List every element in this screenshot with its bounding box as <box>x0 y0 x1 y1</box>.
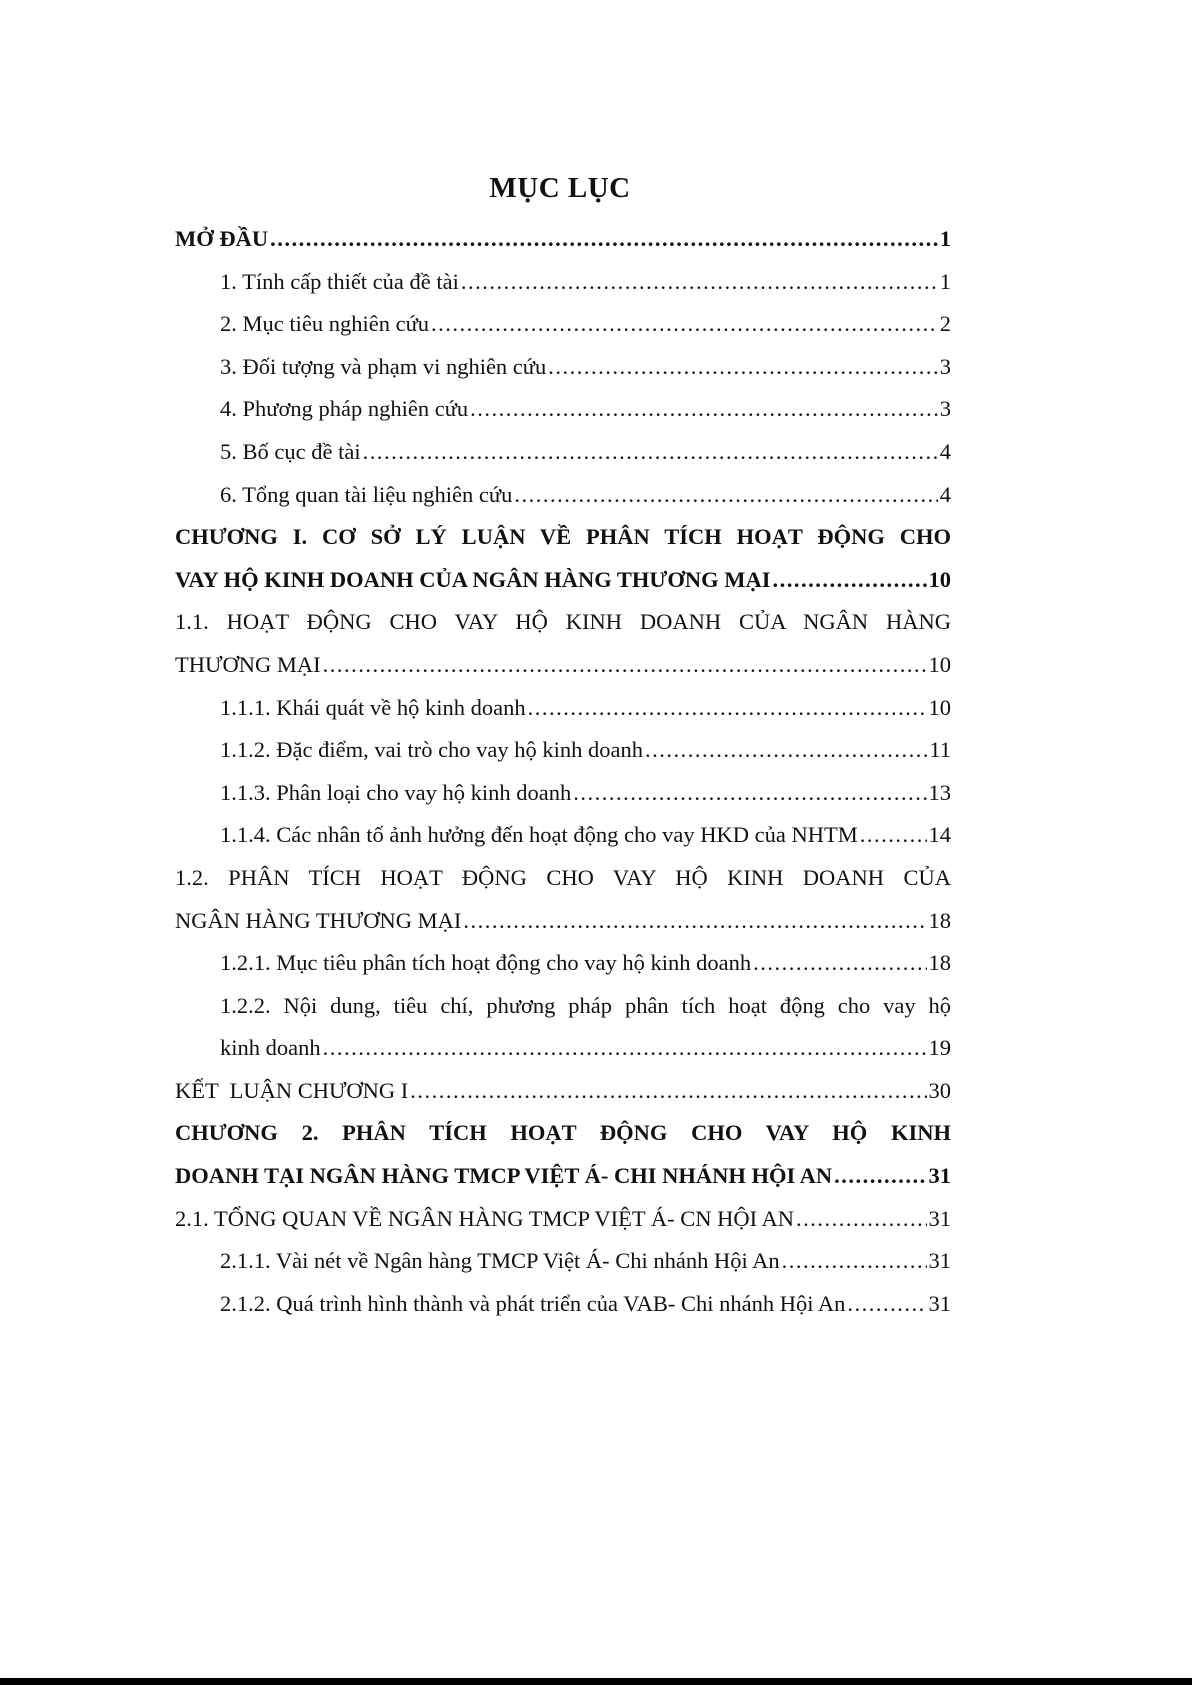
toc-entry-2-1[interactable] <box>175 1198 951 1241</box>
toc-entry-mo-dau[interactable] <box>175 218 951 261</box>
toc-entry-chapter-2[interactable] <box>175 1155 951 1198</box>
toc-entry-ket-luan-1[interactable] <box>175 1070 951 1113</box>
toc-entry-text: 2.1.1. Vài nét về Ngân hàng TMCP Việt Á- Chi nhánh Hội An <box>220 1248 780 1274</box>
toc-leader-dots <box>834 1155 926 1198</box>
toc-entry-text: 1.1.2. Đặc điểm, vai trò cho vay hộ kinh doanh <box>220 737 644 763</box>
toc-page-number: 31 <box>928 1248 951 1274</box>
toc-entry-text: MỞ ĐẦU <box>175 226 269 251</box>
toc-entry-text: 2.1.2. Quá trình hình thành và phát triển của VAB- Chi nhánh Hội An <box>220 1290 846 1316</box>
toc-leader-dots <box>323 1027 927 1070</box>
toc-leader-dots <box>772 559 926 602</box>
toc-page-number: 10 <box>928 694 951 720</box>
toc-entry-text: KẾT LUẬN CHƯƠNG I <box>175 1077 409 1103</box>
toc-entry-md-2[interactable] <box>175 303 951 346</box>
toc-entry-1-1[interactable] <box>175 644 951 687</box>
toc-page-number: 19 <box>928 1035 951 1061</box>
toc-page-number: 10 <box>928 566 951 592</box>
toc-page-number: 4 <box>939 438 951 464</box>
toc-page-number: 10 <box>928 651 951 677</box>
toc-entry-text: 2.1. TỔNG QUAN VỀ NGÂN HÀNG TMCP VIỆT Á- CN HỘI AN <box>175 1205 794 1231</box>
toc-leader-dots <box>514 474 937 517</box>
table-of-contents <box>175 218 951 1325</box>
toc-entry-text: 1. Tính cấp thiết của đề tài <box>220 268 459 294</box>
toc-entry-1-1-3[interactable] <box>175 772 951 815</box>
toc-entry-2-1-1[interactable] <box>175 1240 951 1283</box>
toc-entry-1-2-2-line-1[interactable]: 1.2.2. Nội dung, tiêu chí, phương pháp phân tích hoạt động cho vay hộ <box>220 992 951 1018</box>
toc-entry-text: 5. Bố cục đề tài <box>220 438 361 464</box>
page-title: MỤC LỤC <box>489 172 631 204</box>
toc-entry-1-2[interactable] <box>175 900 951 943</box>
toc-entry-1-1-4[interactable] <box>175 814 951 857</box>
toc-entry-text: 4. Phương pháp nghiên cứu <box>220 396 469 422</box>
toc-entry-1-1-line-1[interactable]: 1.1. HOẠT ĐỘNG CHO VAY HỘ KINH DOANH CỦA NGÂN HÀNG <box>175 609 951 635</box>
toc-entry-chapter-2-line-1[interactable]: CHƯƠNG 2. PHÂN TÍCH HOẠT ĐỘNG CHO VAY HỘ KINH <box>175 1120 951 1146</box>
toc-leader-dots <box>431 303 938 346</box>
toc-entry-text: kinh doanh <box>220 1035 321 1061</box>
toc-entry-text: DOANH TẠI NGÂN HÀNG TMCP VIỆT Á- CHI NHÁNH HỘI AN <box>175 1163 833 1189</box>
toc-leader-dots <box>753 942 926 985</box>
toc-entry-text: 2. Mục tiêu nghiên cứu <box>220 311 430 337</box>
toc-leader-dots <box>573 772 926 815</box>
toc-leader-dots <box>645 729 927 772</box>
toc-leader-dots <box>463 900 926 943</box>
toc-entry-text: 1.1.1. Khái quát về hộ kinh doanh <box>220 694 526 720</box>
toc-entry-text: THƯƠNG MẠI <box>175 651 321 677</box>
toc-leader-dots <box>847 1283 926 1326</box>
toc-page-number: 31 <box>928 1205 951 1231</box>
toc-entry-text: 3. Đối tượng và phạm vi nghiên cứu <box>220 353 547 379</box>
toc-entry-text: 1.1.3. Phân loại cho vay hộ kinh doanh <box>220 779 572 805</box>
toc-entry-2-1-2[interactable] <box>175 1283 951 1326</box>
toc-entry-text: NGÂN HÀNG THƯƠNG MẠI <box>175 907 462 933</box>
toc-page-number: 1 <box>939 268 951 294</box>
toc-leader-dots <box>363 431 938 474</box>
toc-page-number: 2 <box>939 311 951 337</box>
toc-entry-1-2-line-1[interactable]: 1.2. PHÂN TÍCH HOẠT ĐỘNG CHO VAY HỘ KINH DOANH CỦA <box>175 864 951 890</box>
toc-entry-md-4[interactable] <box>175 388 951 431</box>
toc-page-number: 18 <box>928 907 951 933</box>
toc-entry-chapter-1[interactable] <box>175 559 951 602</box>
toc-leader-dots <box>548 346 938 389</box>
toc-page-number: 1 <box>939 226 951 251</box>
toc-leader-dots <box>410 1070 926 1113</box>
toc-entry-chapter-1-line-1[interactable]: CHƯƠNG I. CƠ SỞ LÝ LUẬN VỀ PHÂN TÍCH HOẠT ĐỘNG CHO <box>175 524 951 550</box>
toc-entry-md-6[interactable] <box>175 474 951 517</box>
toc-entry-md-5[interactable] <box>175 431 951 474</box>
toc-leader-dots <box>860 814 927 857</box>
toc-entry-1-2-1[interactable] <box>175 942 951 985</box>
toc-leader-dots <box>782 1240 927 1283</box>
toc-page-number: 13 <box>928 779 951 805</box>
toc-leader-dots <box>323 644 927 687</box>
bottom-border <box>0 1678 1192 1685</box>
toc-page-number: 11 <box>929 737 951 763</box>
toc-page-number: 31 <box>928 1163 951 1189</box>
toc-entry-md-3[interactable] <box>175 346 951 389</box>
toc-page-number: 18 <box>928 950 951 976</box>
toc-entry-text: 6. Tổng quan tài liệu nghiên cứu <box>220 481 513 507</box>
toc-leader-dots <box>461 261 938 304</box>
toc-page-number: 4 <box>939 481 951 507</box>
toc-leader-dots <box>270 218 938 261</box>
toc-entry-text: 1.2.1. Mục tiêu phân tích hoạt động cho vay hộ kinh doanh <box>220 950 752 976</box>
toc-leader-dots <box>528 687 927 730</box>
toc-entry-text: VAY HỘ KINH DOANH CỦA NGÂN HÀNG THƯƠNG MẠI <box>175 566 771 592</box>
toc-page-number: 31 <box>928 1290 951 1316</box>
toc-page-number: 3 <box>939 353 951 379</box>
toc-page-number: 3 <box>939 396 951 422</box>
toc-leader-dots <box>470 388 938 431</box>
toc-entry-1-1-1[interactable] <box>175 687 951 730</box>
toc-entry-md-1[interactable] <box>175 261 951 304</box>
toc-page-number: 30 <box>928 1077 951 1103</box>
toc-entry-1-2-2[interactable] <box>175 1027 951 1070</box>
toc-entry-1-1-2[interactable] <box>175 729 951 772</box>
toc-leader-dots <box>796 1198 927 1241</box>
toc-entry-text: 1.1.4. Các nhân tố ảnh hưởng đến hoạt động cho vay HKD của NHTM <box>220 822 858 848</box>
toc-page-number: 14 <box>928 822 951 848</box>
